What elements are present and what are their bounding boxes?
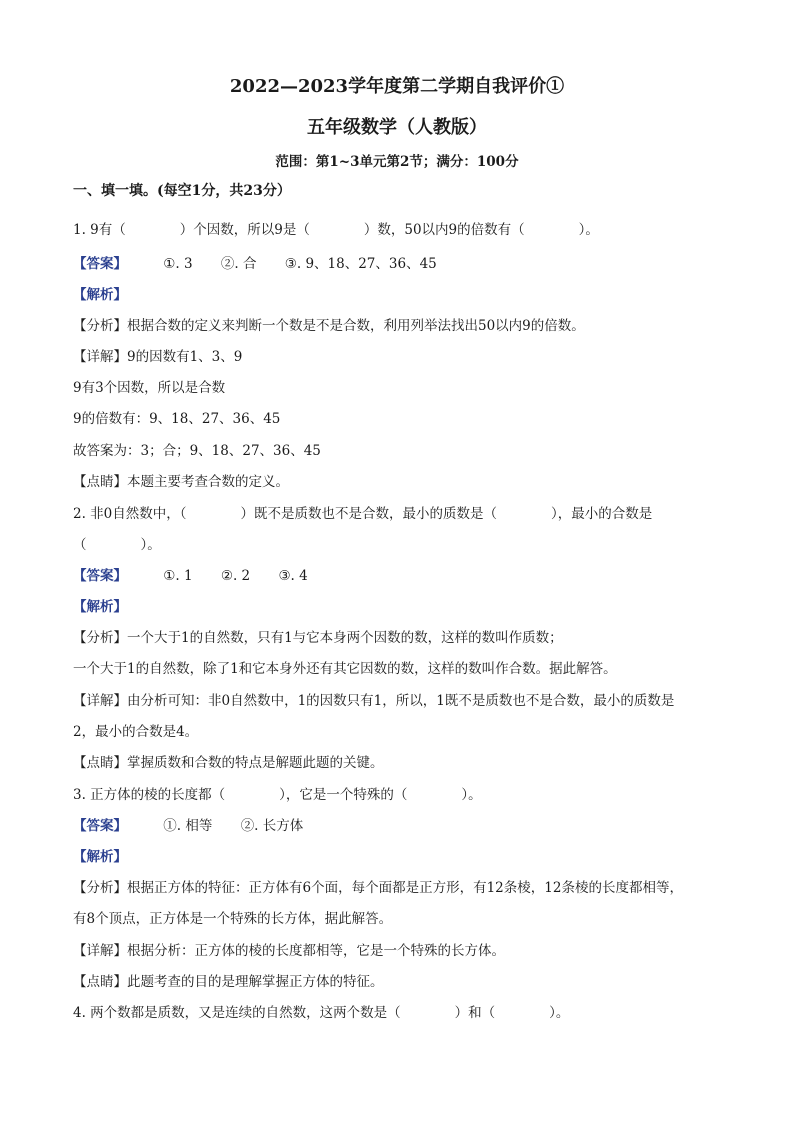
question-3-analysis: 有8个顶点，正方体是一个特殊的长方体，据此解答。 [73, 911, 393, 927]
question-3-answer [73, 817, 327, 835]
answer-item: ③. 4 [278, 568, 308, 584]
question-2-comment: 【点睛】掌握质数和合数的特点是解题此题的关键。 [73, 755, 384, 771]
answer-tag: 【答案】 [73, 818, 127, 834]
question-1-detail: 故答案为：3；合；9、18、27、36、45 [73, 443, 321, 459]
question-4-stem: 4. 两个数都是质数，又是连续的自然数，这两个数是（ ）和（ ）。 [73, 1005, 570, 1021]
question-1-detail: 9有3个因数，所以是合数 [73, 380, 226, 396]
question-3-detail: 【详解】根据分析：正方体的棱的长度都相等，它是一个特殊的长方体。 [73, 943, 505, 959]
question-2-stem: 2. 非0自然数中，（ ）既不是质数也不是合数，最小的质数是（ ），最小的合数是 [73, 506, 653, 522]
question-1-comment: 【点睛】本题主要考查合数的定义。 [73, 474, 289, 490]
answer-item: ②. 长方体 [240, 818, 304, 834]
scope-line: 范围：第1~3单元第2节；满分：100分 [275, 154, 519, 170]
answer-item: ①. 相等 [163, 818, 213, 834]
question-2-analysis: 一个大于1的自然数，除了1和它本身外还有其它因数的数，这样的数叫作合数。据此解答。 [73, 661, 617, 677]
question-2-analysis: 【分析】一个大于1的自然数，只有1与它本身两个因数的数，这样的数叫作质数； [73, 630, 563, 646]
answer-item: ②. 2 [220, 568, 251, 584]
answer-item: ③. 9、18、27、36、45 [284, 256, 437, 272]
question-1-answer [73, 255, 461, 273]
answer-tag: 【答案】 [73, 568, 127, 584]
answer-item: ②. 合 [220, 256, 257, 272]
question-3-stem: 3. 正方体的棱的长度都（ ），它是一个特殊的（ ）。 [73, 787, 482, 803]
answer-tag: 【答案】 [73, 256, 127, 272]
analysis-tag: 【解析】 [73, 287, 127, 303]
analysis-tag: 【解析】 [73, 849, 127, 865]
question-2-detail: 【详解】由分析可知：非0自然数中，1的因数只有1，所以，1既不是质数也不是合数，最小的质数是 [73, 693, 675, 709]
question-1-detail: 【详解】9的因数有1、3、9 [73, 349, 243, 365]
question-3-analysis: 【分析】根据正方体的特征：正方体有6个面，每个面都是正方形，有12条棱，12条棱的长度都相等， [73, 880, 683, 896]
analysis-tag: 【解析】 [73, 599, 127, 615]
page-subtitle: 五年级数学（人教版） [307, 117, 487, 138]
question-1-analysis: 【分析】根据合数的定义来判断一个数是不是合数，利用列举法找出50以内9的倍数。 [73, 318, 585, 334]
question-1-detail: 9的倍数有：9、18、27、36、45 [73, 411, 281, 427]
question-3-comment: 【点睛】此题考查的目的是理解掌握正方体的特征。 [73, 974, 384, 990]
page-title: 2022—2023学年度第二学期自我评价① [229, 76, 565, 97]
section-heading: 一、填一填。(每空1分，共23分） [73, 183, 291, 199]
question-1-stem: 1. 9有（ ）个因数，所以9是（ ）数，50以内9的倍数有（ ）。 [73, 222, 599, 238]
answer-item: ①. 3 [163, 256, 193, 272]
question-2-stem: （ ）。 [73, 537, 161, 553]
answer-item: ①. 1 [163, 568, 193, 584]
question-2-detail: 2，最小的合数是4。 [73, 724, 199, 740]
question-2-answer [73, 567, 332, 585]
